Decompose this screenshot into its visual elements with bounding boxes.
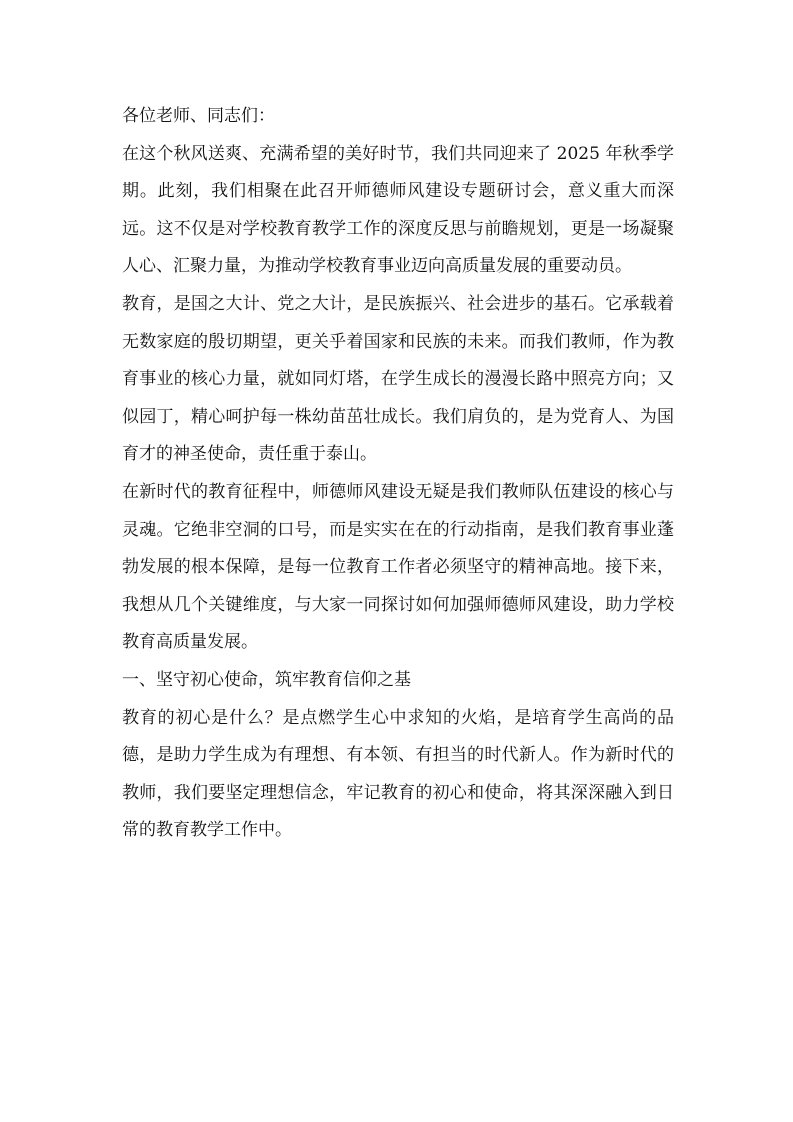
- salutation: 各位老师、同志们：: [122, 106, 275, 126]
- paragraph-opening: 在这个秋风送爽、充满希望的美好时节，我们共同迎来了 2025 年秋季学期。此刻，我们相聚在此召开师德师风建设专题研讨会，意义重大而深远。这不仅是对学校教育教学工作的深度反思与前瞻规划，更是一场凝聚人心、汇聚力量，为推动学校教育事业迈向高质量发展的重要动员。: [122, 143, 674, 277]
- paragraph-education: 教育，是国之大计、党之大计，是民族振兴、社会进步的基石。它承载着无数家庭的殷切期望，更关乎着国家和民族的未来。而我们教师，作为教育事业的核心力量，就如同灯塔，在学生成长的漫漫长路中照亮方向；又似园丁，精心呵护每一株幼苗茁壮成长。我们肩负的，是为党育人、为国育才的神圣使命，责任重于泰山。: [122, 293, 674, 465]
- paragraph-section-one: 教育的初心是什么？是点燃学生心中求知的火焰，是培育学生高尚的品德，是助力学生成为有理想、有本领、有担当的时代新人。作为新时代的教师，我们要坚定理想信念，牢记教育的初心和使命，将其深深融入到日常的教育教学工作中。: [122, 707, 674, 841]
- document-body: [122, 98, 674, 850]
- paragraph-new-era: 在新时代的教育征程中，师德师风建设无疑是我们教师队伍建设的核心与灵魂。它绝非空洞的口号，而是实实在在的行动指南，是我们教育事业蓬勃发展的根本保障，是每一位教育工作者必须坚守的精神高地。接下来，我想从几个关键维度，与大家一同探讨如何加强师德师风建设，助力学校教育高质量发展。: [122, 481, 674, 653]
- section-heading: 一、坚守初心使命，筑牢教育信仰之基: [122, 669, 411, 690]
